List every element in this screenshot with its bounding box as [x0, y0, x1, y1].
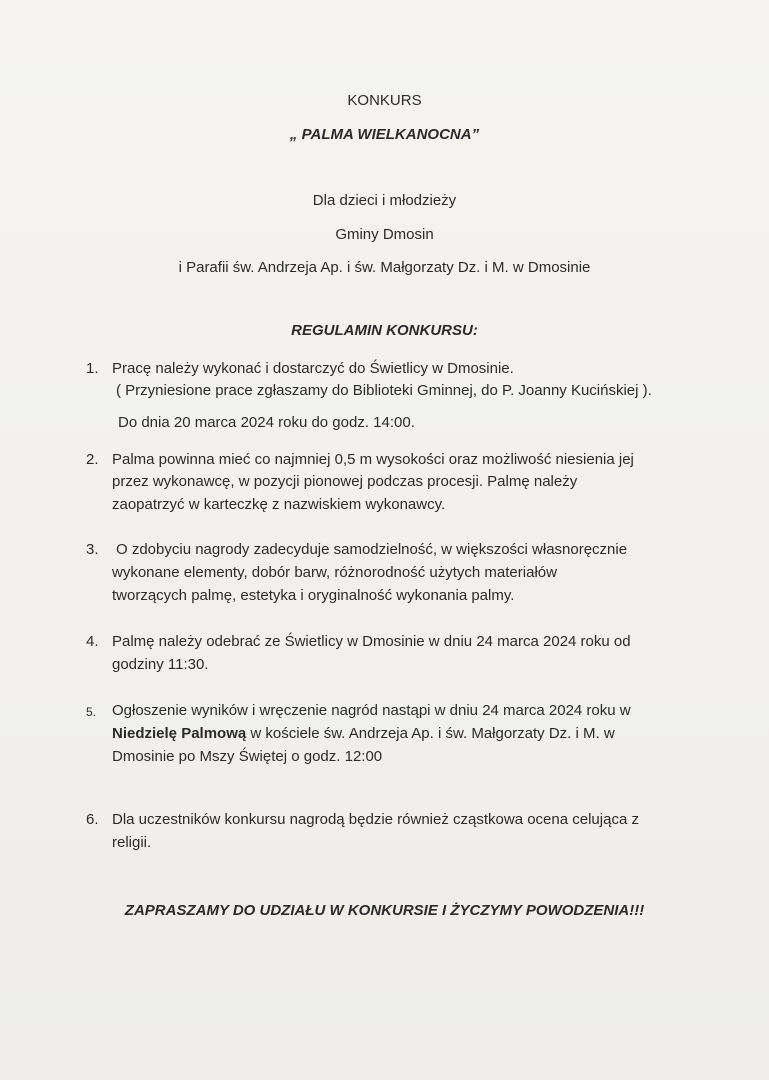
rule-5-line-1: Ogłoszenie wyników i wręczenie nagród nastąpi w dniu 24 marca 2024 roku w — [112, 702, 631, 719]
audience-line: Dla dzieci i młodzieży — [312, 192, 457, 209]
contest-title: „ PALMA WIELKANOCNA” — [289, 126, 480, 143]
rule-3-line-3: tworzących palmę, estetyka i oryginalność wykonania palmy. — [112, 587, 515, 604]
closing-invitation: ZAPRASZAMY DO UDZIAŁU W KONKURSIE I ŻYCZYMY POWODZENIA!!! — [124, 902, 645, 919]
rule-1-line-1: Pracę należy wykonać i dostarczyć do Świetlicy w Dmosinie. — [112, 360, 514, 377]
rule-3-line-2: wykonane elementy, dobór barw, różnorodność użytych materiałów — [112, 564, 557, 581]
rule-2-line-2: przez wykonawcę, w pozycji pionowej podczas procesji. Palmę należy — [112, 473, 578, 490]
document-label: KONKURS — [347, 92, 422, 109]
rule-number: 5. — [86, 705, 97, 719]
rule-4-line-1: Palmę należy odebrać ze Świetlicy w Dmosinie w dniu 24 marca 2024 roku od — [112, 633, 631, 650]
municipality-line: Gminy Dmosin — [335, 226, 434, 243]
rule-5-line-2-rest: w kościele św. Andrzeja Ap. i św. Małgorzaty Dz. i M. w — [246, 725, 615, 742]
palm-sunday-emphasis: Niedzielę Palmową — [112, 725, 247, 742]
rule-5-line-3: Dmosinie po Mszy Świętej o godz. 12:00 — [112, 748, 383, 765]
rule-number: 6. — [86, 811, 99, 828]
rule-6-line-1: Dla uczestników konkursu nagrodą będzie również cząstkowa ocena celująca z — [112, 811, 639, 828]
rules-title: REGULAMIN KONKURSU: — [291, 322, 478, 339]
rule-number: 2. — [86, 451, 99, 468]
rule-number: 1. — [86, 360, 99, 377]
rule-4-line-2: godziny 11:30. — [112, 656, 209, 673]
rule-6-line-2: religii. — [112, 834, 152, 851]
rule-5-line-2 — [112, 725, 615, 742]
rule-1-line-3: Do dnia 20 marca 2024 roku do godz. 14:00. — [118, 414, 415, 431]
rule-2-line-1: Palma powinna mieć co najmniej 0,5 m wysokości oraz możliwość niesienia jej — [112, 451, 634, 468]
rule-1-line-2: ( Przyniesione prace zgłaszamy do Biblioteki Gminnej, do P. Joanny Kucińskiej ). — [116, 382, 652, 399]
rule-3-line-1: O zdobyciu nagrody zadecyduje samodzielność, w większości własnoręcznie — [116, 541, 628, 558]
rule-number: 3. — [86, 541, 99, 558]
rule-2-line-3: zaopatrzyć w karteczkę z nazwiskiem wykonawcy. — [112, 496, 446, 513]
parish-line: i Parafii św. Andrzeja Ap. i św. Małgorzaty Dz. i M. w Dmosinie — [178, 259, 591, 276]
rule-number: 4. — [86, 633, 99, 650]
